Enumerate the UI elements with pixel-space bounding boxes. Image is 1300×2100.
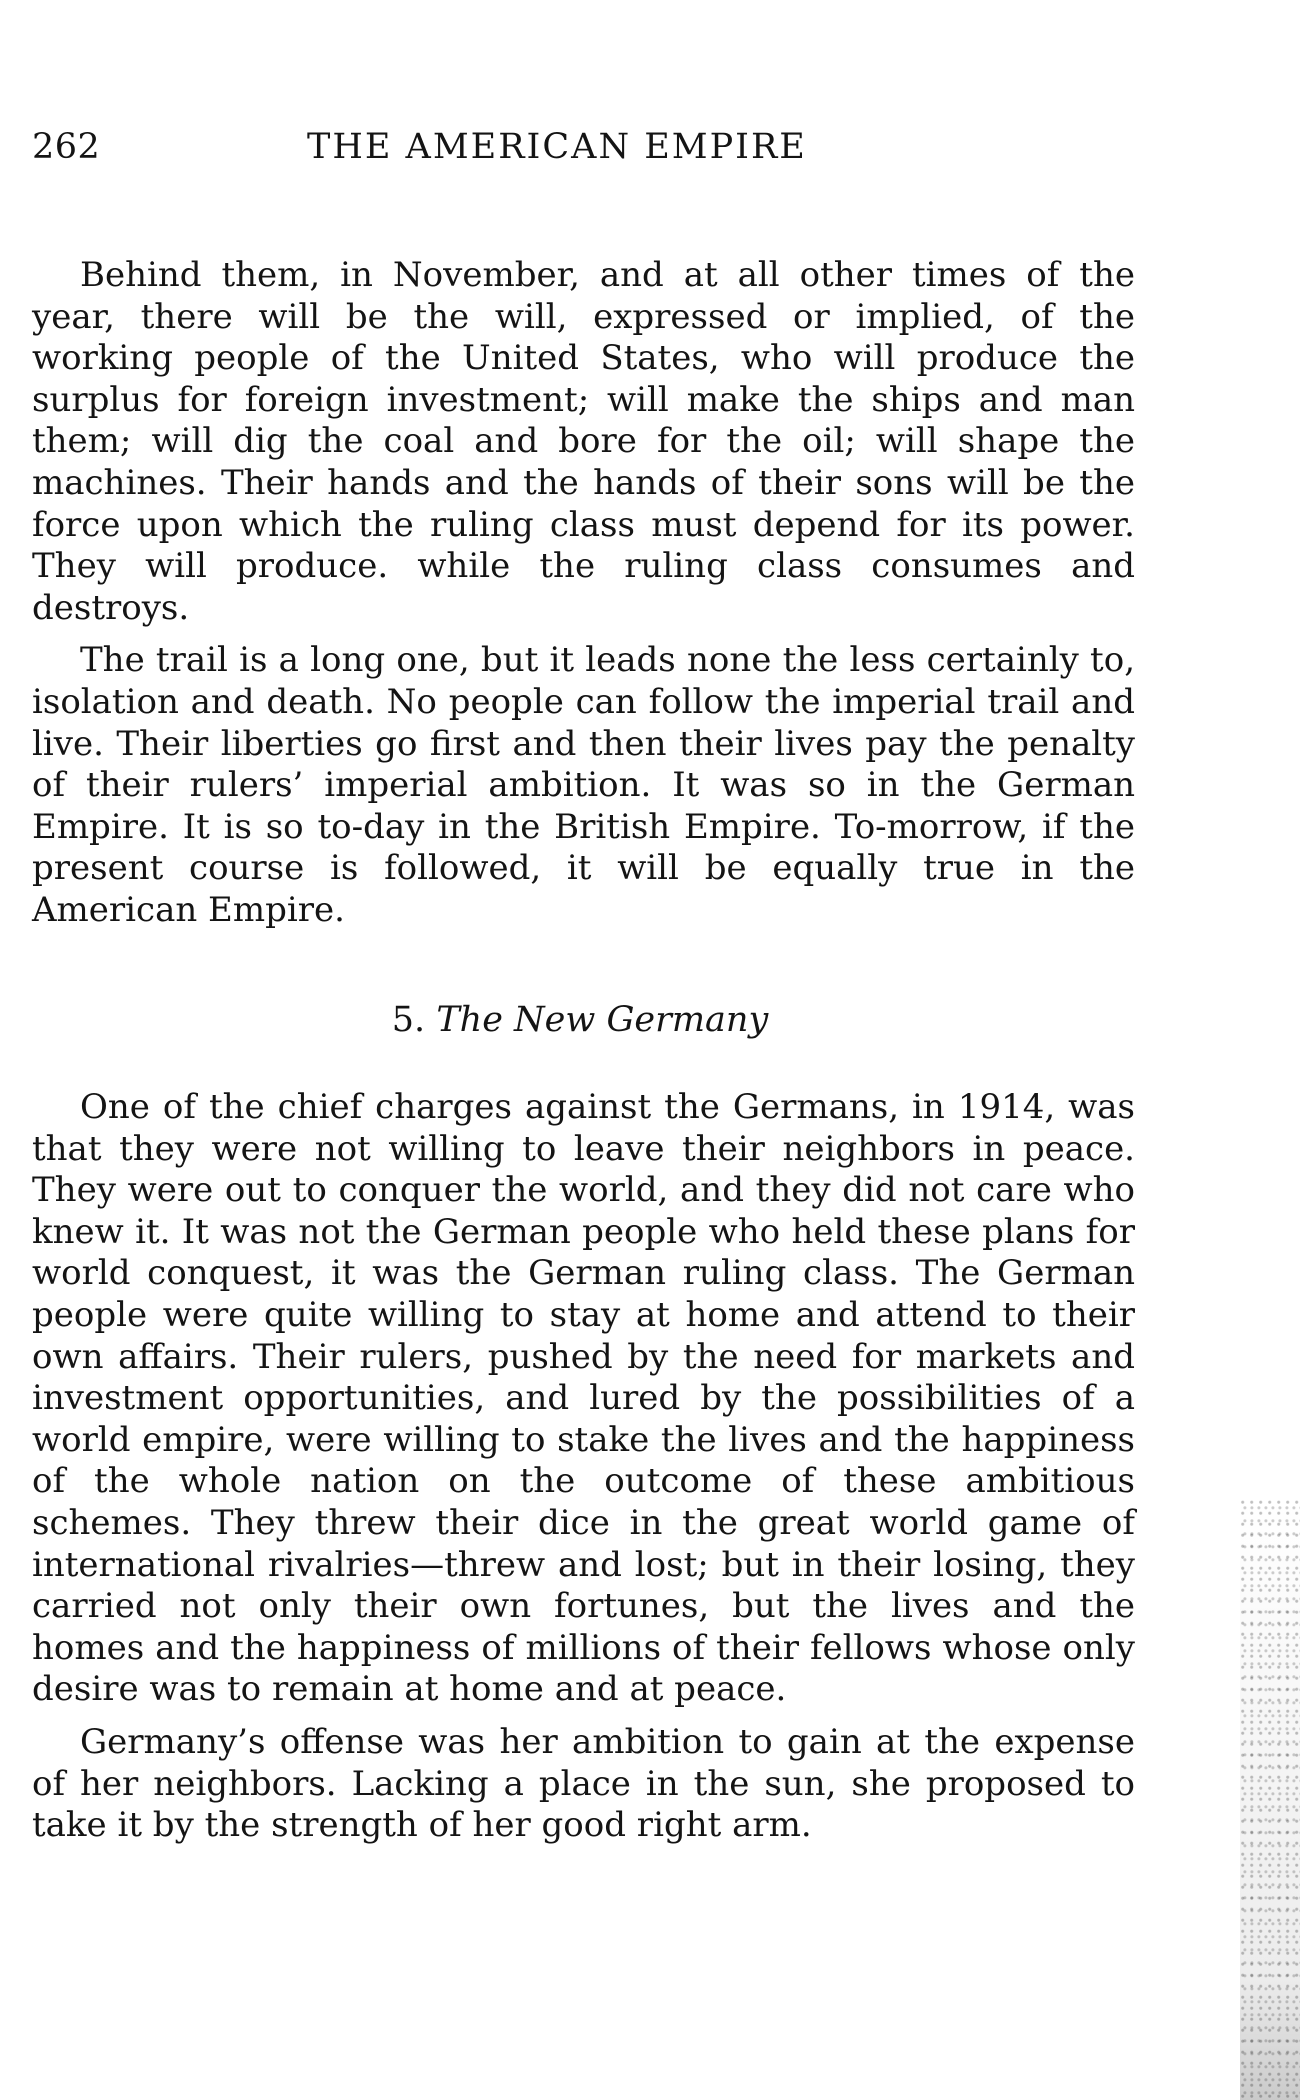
- scan-noise-edge: [1240, 1500, 1300, 2100]
- body-text-upper: [32, 255, 1135, 932]
- body-text-lower: [32, 1087, 1135, 1847]
- paragraph: One of the chief charges against the Germans, in 1914, was that they were not willing to leave their neighbors in peace. They were out to conquer the world, and they did not care who knew it. It was not the German people who held these plans for world conquest, it was the German ruling class. The German people were quite willing to stay at home and attend to their own affairs. Their rulers, pushed by the need for markets and investment opportunities, and lured by the possibilities of a world empire, were willing to stake the lives and the happiness of the whole nation on the outcome of these ambitious schemes. They threw their dice in the great world game of international rivalries—threw and lost; but in their losing, they carried not only their own fortunes, but the lives and the homes and the happiness of millions of their fellows whose only desire was to remain at home and at peace.: [32, 1087, 1135, 1710]
- running-title: THE AMERICAN EMPIRE: [307, 127, 807, 167]
- paragraph: The trail is a long one, but it leads none the less certainly to, isolation and death. No people can follow the imperial trail and live. Their liberties go first and then their lives pay the penalty of their rulers’ imperial ambition. It was so in the German Empire. It is so to-day in the British Empire. To-morrow, if the present course is followed, it will be equally true in the American Empire.: [32, 640, 1135, 930]
- paragraph: Behind them, in November, and at all other times of the year, there will be the will, expressed or implied, of the working people of the United States, who will produce the surplus for foreign investment; will make the ships and man them; will dig the coal and bore for the oil; will shape the machines. Their hands and the hands of their sons will be the force upon which the ruling class must depend for its power. They will produce. while the ruling class consumes and destroys.: [32, 255, 1135, 628]
- page-number: 262: [32, 127, 101, 167]
- paragraph: Germany’s offense was her ambition to gain at the expense of her neighbors. Lacking a place in the sun, she proposed to take it by the strength of her good right arm.: [32, 1721, 1135, 1846]
- section-heading: [0, 995, 1160, 1045]
- section-title: The New Germany: [436, 1000, 769, 1040]
- section-number: 5.: [391, 1000, 426, 1040]
- running-head: [32, 122, 1152, 172]
